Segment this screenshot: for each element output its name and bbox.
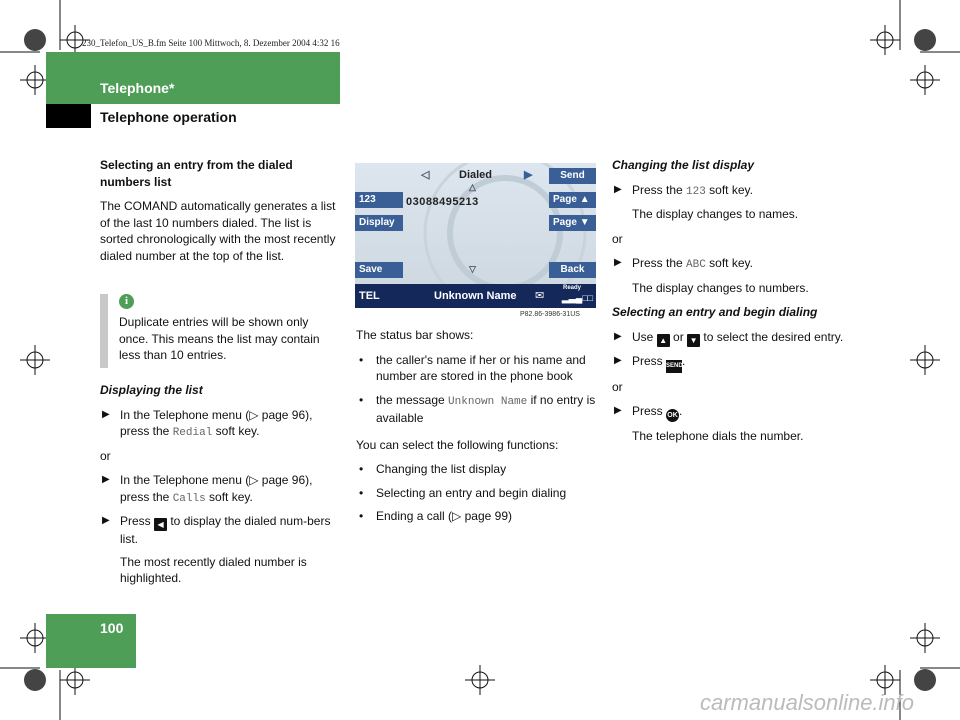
column-1-lower bbox=[100, 382, 338, 587]
send-softkey[interactable]: Send bbox=[549, 168, 596, 184]
step-note: The display changes to numbers. bbox=[632, 280, 809, 295]
page-down-softkey[interactable]: Page ▼ bbox=[549, 215, 596, 231]
or-text: or bbox=[612, 231, 623, 246]
column-2 bbox=[356, 327, 596, 532]
file-info: 230_Telefon_US_B.fm Seite 100 Mittwoch, 8. Dezember 2004 4:32 16 bbox=[82, 38, 340, 48]
up-arrow-icon: △ bbox=[469, 182, 476, 192]
list-item: • the caller's name if her or his name and number are stored in the phone book bbox=[359, 352, 586, 383]
or-text: or bbox=[100, 448, 111, 463]
unknown-name-key: Unknown Name bbox=[448, 395, 528, 408]
header-bar bbox=[46, 52, 340, 104]
step-press-ok: ▶ Press OK. bbox=[612, 403, 852, 422]
left-key-icon: ◀ bbox=[154, 518, 167, 531]
down-arrow-icon: ▽ bbox=[469, 264, 476, 274]
triangle-down-icon: ▼ bbox=[579, 217, 590, 228]
save-softkey[interactable]: Save bbox=[355, 262, 403, 278]
select-entry-heading: Selecting an entry and begin dialing bbox=[612, 305, 818, 319]
arrow-icon: ▶ bbox=[102, 515, 110, 526]
redial-key: Redial bbox=[172, 427, 213, 439]
arrow-icon: ▶ bbox=[102, 474, 110, 485]
watermark: carmanualsonline.info bbox=[700, 690, 915, 715]
right-arrow-icon: ▶ bbox=[524, 169, 533, 181]
step-note: The display changes to names. bbox=[632, 207, 799, 221]
header-title: Telephone* bbox=[100, 80, 175, 96]
functions-intro: You can select the following functions: bbox=[356, 437, 559, 452]
status-ready: Ready bbox=[563, 285, 582, 291]
step-123: ▶ Press the 123 soft key. bbox=[614, 182, 753, 198]
list-item: • Selecting an entry and begin dialing bbox=[359, 485, 567, 500]
step-note: The telephone dials the number. bbox=[632, 429, 804, 443]
list-item: • Changing the list display bbox=[359, 462, 507, 476]
arrow-icon: ▶ bbox=[614, 354, 622, 366]
status-bar bbox=[355, 284, 596, 308]
down-key-icon: ▼ bbox=[687, 334, 700, 347]
signal-icon: ▂▃▄□□ bbox=[562, 293, 594, 303]
intro-paragraph: The COMAND automatically generates a list of the last 10 numbers dialed. The list is sorted chronologically with the most recently dialed number at the top of the list. bbox=[100, 199, 336, 263]
step-abc: ▶ Press the ABC soft key. bbox=[614, 256, 753, 271]
arrow-icon: ▶ bbox=[614, 257, 622, 268]
info-icon: i bbox=[119, 294, 134, 309]
info-box-bar bbox=[100, 294, 108, 368]
or-text: or bbox=[612, 379, 623, 394]
page-number: 100 bbox=[100, 620, 124, 636]
header-black-tab bbox=[46, 104, 91, 128]
step-press-send: ▶ Press SEND. bbox=[612, 353, 852, 373]
column-1 bbox=[100, 157, 338, 264]
envelope-icon: ✉ bbox=[535, 290, 545, 302]
display-softkey[interactable]: Display bbox=[355, 215, 403, 231]
123-key: 123 bbox=[686, 185, 706, 198]
header-subtitle: Telephone operation bbox=[100, 109, 237, 125]
arrow-icon: ▶ bbox=[614, 405, 622, 416]
triangle-up-icon: ▲ bbox=[579, 194, 590, 205]
section-heading: Selecting an entry from the dialed numbers list bbox=[100, 158, 293, 189]
arrow-icon: ▶ bbox=[614, 330, 622, 342]
step-note: The most recently dialed number is highlighted. bbox=[120, 554, 307, 585]
page-up-softkey[interactable]: Page ▲ bbox=[549, 192, 596, 208]
dialed-number[interactable]: 03088495213 bbox=[406, 196, 479, 208]
step-calls: ▶ In the Telephone menu (▷ page 96), press the Calls soft key. bbox=[102, 473, 313, 505]
calls-key: Calls bbox=[172, 492, 206, 505]
step-press-left: ▶ Press ◀ to display the dialed num-bers list. bbox=[102, 514, 331, 546]
list-item: • the message Unknown Name if no entry is available bbox=[359, 392, 596, 425]
up-key-icon: ▲ bbox=[657, 334, 670, 347]
step-redial: ▶ In the Telephone menu (▷ page 96), press the Redial soft key. bbox=[102, 407, 313, 439]
display-heading: Displaying the list bbox=[100, 383, 203, 397]
arrow-icon: ▶ bbox=[614, 183, 622, 195]
status-tel: TEL bbox=[359, 290, 380, 302]
status-name: Unknown Name bbox=[434, 290, 517, 302]
abc-key: ABC bbox=[686, 259, 706, 271]
page-ref-icon: ▷ bbox=[249, 473, 262, 487]
step-use-arrows: ▶ Use ▲ or ▼ to select the desired entry. bbox=[614, 329, 844, 345]
ok-key-icon: OK bbox=[666, 409, 679, 422]
screen-title: Dialed bbox=[459, 169, 493, 181]
send-key-icon: SEND bbox=[666, 360, 682, 373]
list-item: • Ending a call (▷ page 99) bbox=[359, 509, 512, 523]
page-ref-icon: ▷ bbox=[249, 407, 262, 422]
left-arrow-icon: ◁ bbox=[421, 169, 430, 181]
change-display-heading: Changing the list display bbox=[612, 158, 755, 172]
status-intro: The status bar shows: bbox=[356, 328, 474, 342]
info-text: Duplicate entries will be shown only once. This means the list may contain less than 10 entries. bbox=[119, 315, 320, 362]
figure-caption: P82.86-3986-31US bbox=[520, 311, 580, 318]
123-softkey[interactable]: 123 bbox=[355, 192, 403, 208]
back-softkey[interactable]: Back bbox=[549, 262, 596, 278]
arrow-icon: ▶ bbox=[102, 408, 110, 420]
page-ref-icon: ▷ bbox=[452, 509, 465, 523]
comand-screen bbox=[355, 163, 596, 308]
column-3 bbox=[612, 157, 852, 453]
